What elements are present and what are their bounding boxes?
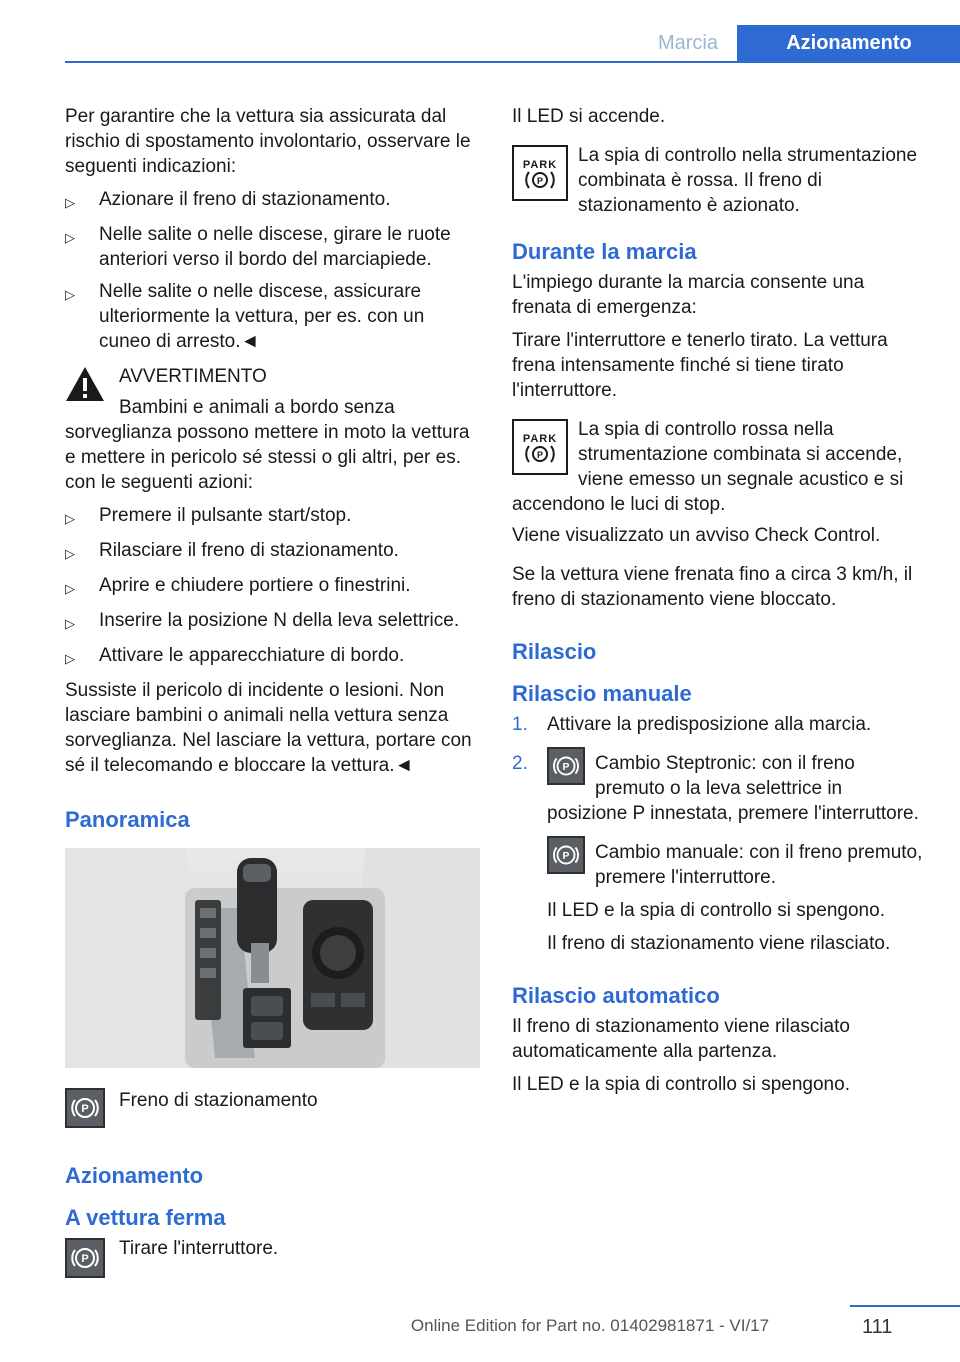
heading-panoramica: Panoramica [65,807,190,832]
park-text-1: La spia di controllo nella strumentazione combinata è rossa. Il freno di stazionamento è azionato. [578,145,918,216]
triangle-bullet-icon: ▷ [65,287,75,302]
list-item-text: Nelle salite o nelle discese, girare le ruote anteriori verso il bordo del marciapiede. [99,224,451,270]
list-item-text: Premere il pulsante start/stop. [99,505,352,526]
list-item [65,279,480,354]
triangle-bullet-icon: ▷ [65,616,75,631]
step-2a-text: Cambio Steptronic: con il freno premuto o la leva selettrice in posizione P innestata, premere l'interruttore. [547,753,919,824]
step-2b-text: Cambio manuale: con il freno premuto, premere l'interruttore. [595,842,923,888]
icon-legend [65,1086,480,1132]
warning-block [65,364,480,503]
list-item [65,222,480,272]
park-indicator-row [512,417,927,517]
park-label: PARK [522,433,558,445]
intro-paragraph: Per garantire che la vettura sia assicurata dal rischio di spostamento involontario, osservare le seguenti indicazioni: [65,106,471,177]
warning-icon [65,366,105,402]
list-item [65,503,480,531]
tab-marcia[interactable]: Marcia [639,25,737,61]
park-indicator-icon [512,419,568,475]
triangle-bullet-icon: ▷ [65,581,75,596]
svg-text:P: P [536,450,544,460]
parking-brake-icon [65,1238,105,1278]
parking-brake-icon [547,747,585,785]
marcia-p3: Viene visualizzato un avviso Check Control. [512,525,881,546]
svg-text:P: P [81,1103,89,1115]
step-2c-text: Il LED e la spia di controllo si spengono. [547,900,885,921]
park-text-2: La spia di controllo rossa nella strumentazione combinata si accende, viene emesso un segnale acustico e si accendono le luci di stop. [512,419,904,515]
warning-text: Bambini e animali a bordo senza sorveglianza possono mettere in moto la vettura e mettere in pericolo sé stessi o gli altri, per es. con le seguenti azioni: [65,397,470,493]
auto-p1: Il freno di stazionamento viene rilasciato automaticamente alla partenza. [512,1016,850,1062]
park-indicator-row [512,143,927,218]
triangle-bullet-icon: ▷ [65,546,75,561]
marcia-p4: Se la vettura viene frenata fino a circa 3 km/h, il freno di stazionamento viene bloccato. [512,564,913,610]
right-column [512,104,927,1105]
heading-rilascio-automatico: Rilascio automatico [512,983,720,1008]
auto-p2: Il LED e la spia di controllo si spengono. [512,1074,850,1095]
warning-title: AVVERTIMENTO [119,366,267,387]
heading-vettura-ferma: A vettura ferma [65,1205,226,1230]
step-text: Attivare la predisposizione alla marcia. [547,714,872,735]
park-indicator-icon [512,145,568,201]
led-on-text: Il LED si accende. [512,106,666,127]
list-item-text: Azionare il freno di stazionamento. [99,189,391,210]
left-column [65,104,480,1282]
center-console-illustration [65,848,480,1068]
list-item [512,712,927,737]
list-item [65,187,480,215]
step-number: 2. [512,753,528,774]
heading-durante-marcia: Durante la marcia [512,239,697,264]
triangle-bullet-icon: ▷ [65,230,75,245]
list-item-text: Aprire e chiudere portiere o finestrini. [99,575,411,596]
triangle-bullet-icon: ▷ [65,195,75,210]
list-item-text: Inserire la posizione N della leva selettrice. [99,610,460,631]
header-tabs [639,25,960,61]
svg-text:P: P [562,761,570,773]
list-item-text: Nelle salite o nelle discese, assicurare ulteriormente la vettura, per es. con un cuneo di arresto.◄ [99,281,425,352]
list-item-text: Rilasciare il freno di stazionamento. [99,540,399,561]
page-number: 111 [862,1316,893,1338]
park-label: PARK [522,159,558,171]
list-item [65,608,480,636]
ferma-text: Tirare l'interruttore. [119,1238,279,1259]
parking-brake-icon [547,836,585,874]
svg-text:P: P [81,1253,89,1265]
footer-edition: Online Edition for Part no. 01402981871 - VI/17 [410,1316,770,1335]
triangle-bullet-icon: ▷ [65,651,75,666]
ferma-row [65,1236,480,1282]
list-item [65,538,480,566]
svg-text:P: P [536,176,544,186]
header-rule [65,61,960,63]
footer-rule [850,1305,960,1307]
marcia-p1: L'impiego durante la marcia consente una frenata di emergenza: [512,272,865,318]
step-number: 1. [512,714,528,735]
icon-caption: Freno di stazionamento [119,1090,318,1111]
tab-azionamento[interactable]: Azionamento [737,25,960,61]
list-item [65,573,480,601]
marcia-p2: Tirare l'interruttore e tenerlo tirato. La vettura frena intensamente finché si tiene tirato l'interruttore. [512,330,888,401]
parking-brake-icon [65,1088,105,1128]
warning-conclusion: Sussiste il pericolo di incidente o lesioni. Non lasciare bambini o animali nella vettura senza sorveglianza. Nel lasciare la vettura, portare con sé il telecomando e bloccare la vettura.◄ [65,680,472,776]
svg-text:P: P [562,850,570,862]
step-2-body [547,751,927,964]
list-item [512,751,927,964]
list-item-text: Attivare le apparecchiature di bordo. [99,645,405,666]
step-2d-text: Il freno di stazionamento viene rilasciato. [547,933,891,954]
list-item [65,643,480,671]
heading-azionamento: Azionamento [65,1163,204,1188]
triangle-bullet-icon: ▷ [65,511,75,526]
heading-rilascio: Rilascio [512,639,597,664]
heading-rilascio-manuale: Rilascio manuale [512,681,692,706]
